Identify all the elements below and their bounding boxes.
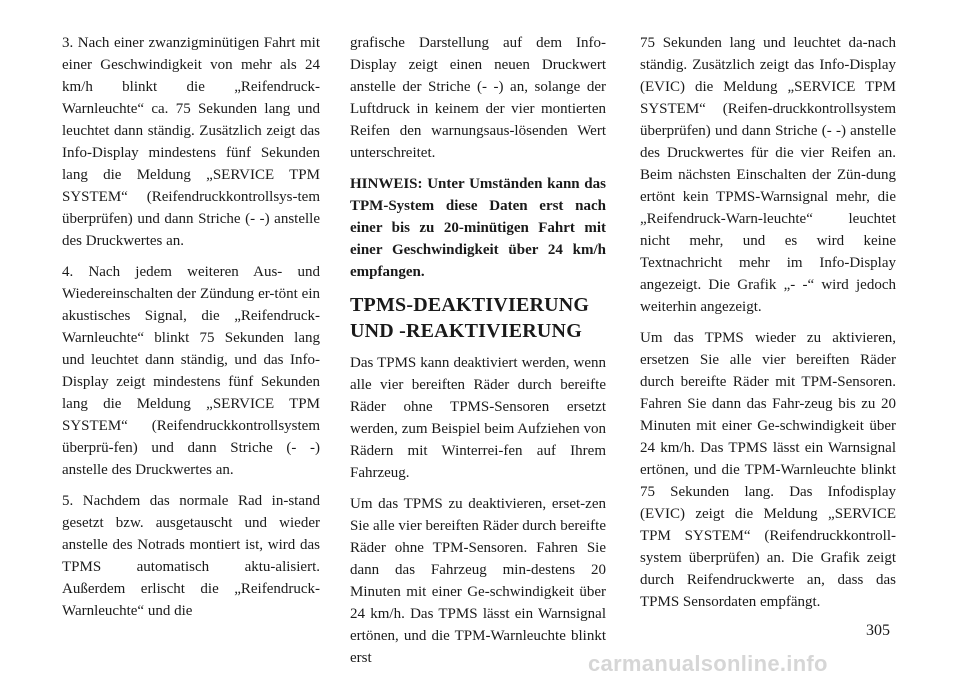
- page-number: 305: [866, 622, 890, 639]
- section-heading-line-1: TPMS-DEAKTIVIERUNG: [350, 294, 590, 316]
- text-column-3: [640, 32, 896, 622]
- section-heading: [350, 292, 606, 344]
- paragraph-step-4: 4. Nach jedem weiteren Aus- und Wiedereinschalten der Zündung er-tönt ein akustisches Signal, die „Reifendruck-Warnleuchte“ blinkt 75 Sekunden lang und leuchtet dann ständig, und das Info-Display zeigt mindestens fünf Sekunden lang die Meldung „SERVICE TPM SYSTEM“ (Reifendruckkontrollsystem überprü-fen) und dann Striche (- -) anstelle des Druckwertes an.: [62, 264, 320, 478]
- paragraph-step-5: 5. Nachdem das normale Rad in-stand gesetzt bzw. ausgetauscht und wieder anstelle des Notrads montiert ist, wird das TPMS automatisch aktu-alisiert. Außerdem erlischt die „Reifendruck-Warnleuchte“ und die: [62, 493, 320, 619]
- text-column-1: [62, 32, 320, 631]
- section-heading-line-2: UND -REAKTIVIERUNG: [350, 320, 582, 342]
- text-column-2: [350, 32, 606, 678]
- note-paragraph: HINWEIS: Unter Umständen kann das TPM-System diese Daten erst nach einer bis zu 20-minütigen Fahrt mit einer Geschwindigkeit über 24 km/h empfangen.: [350, 176, 606, 280]
- paragraph-step-3: 3. Nach einer zwanzigminütigen Fahrt mit einer Geschwindigkeit von mehr als 24 km/h blinkt die „Reifendruck-Warnleuchte“ ca. 75 Sekunden lang und leuchtet dann ständig. Zusätzlich zeigt das Info-Display mindestens fünf Sekunden lang die Meldung „SERVICE TPM SYSTEM“ (Reifendruckkontrollsys-tem überprüfen) und dann Striche (- -) anstelle des Druckwertes an.: [62, 35, 320, 249]
- paragraph-deactivation-result: 75 Sekunden lang und leuchtet da-nach ständig. Zusätzlich zeigt das Info-Display (EVIC) die Meldung „SERVICE TPM SYSTEM“ (Reifen-druckkontrollsystem überprüfen) und dann Striche (- -) anstelle des Druckwertes für die vier Reifen an. Beim nächsten Einschalten der Zün-dung ertönt kein TPMS-Warnsignal mehr, die „Reifendruck-Warn-leuchte“ leuchtet nicht mehr, und es wird keine Textnachricht mehr im Info-Display angezeigt. Die Grafik „- -“ wird jedoch weiterhin angezeigt.: [640, 35, 896, 315]
- paragraph-deactivation-intro: Das TPMS kann deaktiviert werden, wenn alle vier bereiften Räder durch bereifte Räder ohne TPMS-Sensoren ersetzt werden, zum Beispiel beim Aufziehen von Rädern mit Winterrei-fen auf Ihrem Fahrzeug.: [350, 355, 606, 481]
- paragraph-deactivation-steps: Um das TPMS zu deaktivieren, erset-zen Sie alle vier bereiften Räder durch bereifte Räder ohne TPM-Sensoren. Fahren Sie dann das Fahrzeug min-destens 20 Minuten mit einer Ge-schwindigkeit über 24 km/h. Das TPMS lässt ein Warnsignal ertönen, und die TPM-Warnleuchte blinkt erst: [350, 496, 606, 666]
- paragraph-reactivation: Um das TPMS wieder zu aktivieren, ersetzen Sie alle vier bereiften Räder durch bereifte Räder mit TPM-Sensoren. Fahren Sie dann das Fahr-zeug bis zu 20 Minuten mit einer Ge-schwindigkeit über 24 km/h. Das TPMS lässt ein Warnsignal ertönen, und die TPM-Warnleuchte blinkt 75 Sekunden lang. Das Infodisplay (EVIC) zeigt die Meldung „SERVICE TPM SYSTEM“ (Reifendruckkontroll-system überprüfen) an. Die Grafik zeigt durch Reifendruckwerte an, dass das TPMS Sensordaten empfängt.: [640, 330, 896, 610]
- watermark-logo: carmanualsonline.info: [588, 651, 828, 676]
- paragraph-continuation: grafische Darstellung auf dem Info-Display zeigt einen neuen Druckwert anstelle der Striche (- -) an, solange der Luftdruck in keinem der vier montierten Reifen den warnungsaus-lösenden Wert unterschreitet.: [350, 35, 606, 161]
